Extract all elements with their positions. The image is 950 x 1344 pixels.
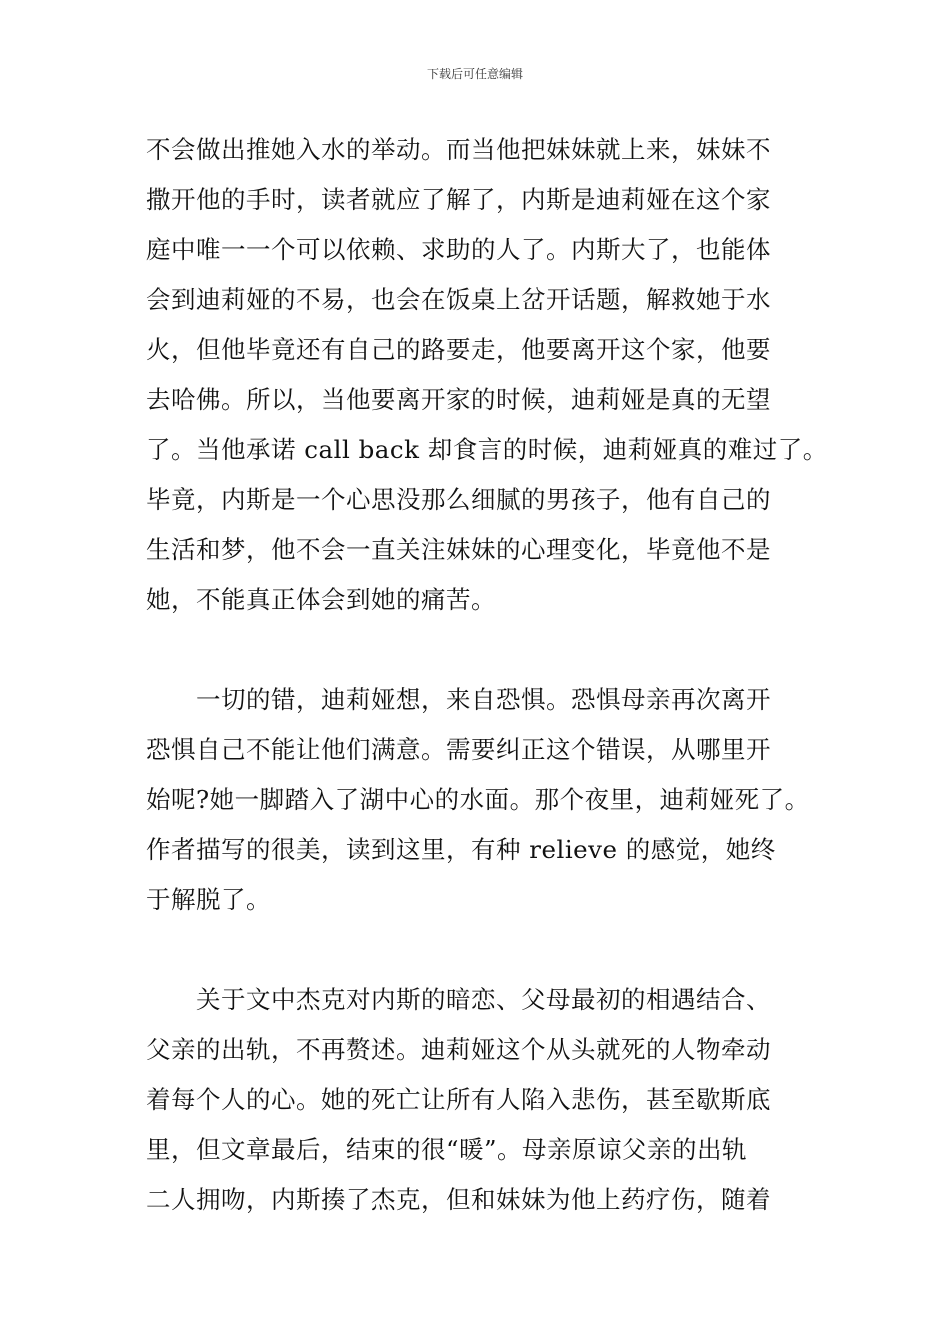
text-line: 撒开他的手时，读者就应了解了，内斯是迪莉娅在这个家 [146,185,771,214]
text-line: 二人拥吻，内斯揍了杰克，但和妹妹为他上药疗伤，随着 [146,1185,771,1214]
text-line: 恐惧自己不能让他们满意。需要纠正这个错误，从哪里开 [146,735,771,764]
text-line: 里，但文章最后，结束的很“暖”。母亲原谅父亲的出轨 [146,1135,748,1164]
text-line: 去哈佛。所以，当他要离开家的时候，迪莉娅是真的无望 [146,385,771,414]
text-line: 她，不能真正体会到她的痛苦。 [146,585,496,614]
text-line: 一切的错，迪莉娅想，来自恐惧。恐惧母亲再次离开 [146,685,771,714]
page-header: 下载后可任意编辑 [426,67,523,81]
text-line: 始呢?她一脚踏入了湖中心的水面。那个夜里，迪莉娅死了。 [146,785,810,814]
text-line: 于解脱了。 [146,885,271,914]
text-line: 父亲的出轨，不再赘述。迪莉娅这个从头就死的人物牵动 [146,1035,771,1064]
text-line: 生活和梦，他不会一直关注妹妹的心理变化，毕竟他不是 [146,535,771,564]
paragraph-gap [146,925,826,975]
text-line: 毕竟，内斯是一个心思没那么细腻的男孩子，他有自己的 [146,485,771,514]
text-line: 不会做出推她入水的举动。而当他把妹妹就上来，妹妹不 [146,135,771,164]
text-line: 会到迪莉娅的不易，也会在饭桌上岔开话题，解救她于水 [146,285,771,314]
paragraph-gap [146,625,826,675]
paragraph-3 [146,975,826,1225]
text-line: 着每个人的心。她的死亡让所有人陷入悲伤，甚至歇斯底 [146,1085,771,1114]
text-line: 了。当他承诺 call back 却食言的时候，迪莉娅真的难过了。 [146,435,828,464]
document-body [146,125,826,1225]
paragraph-1 [146,125,826,625]
text-line: 作者描写的很美，读到这里，有种 relieve 的感觉，她终 [146,835,776,864]
text-line: 关于文中杰克对内斯的暗恋、父母最初的相遇结合、 [146,985,771,1014]
text-line: 火，但他毕竟还有自己的路要走，他要离开这个家，他要 [146,335,771,364]
text-line: 庭中唯一一个可以依赖、求助的人了。内斯大了，也能体 [146,235,771,264]
paragraph-2 [146,675,826,925]
